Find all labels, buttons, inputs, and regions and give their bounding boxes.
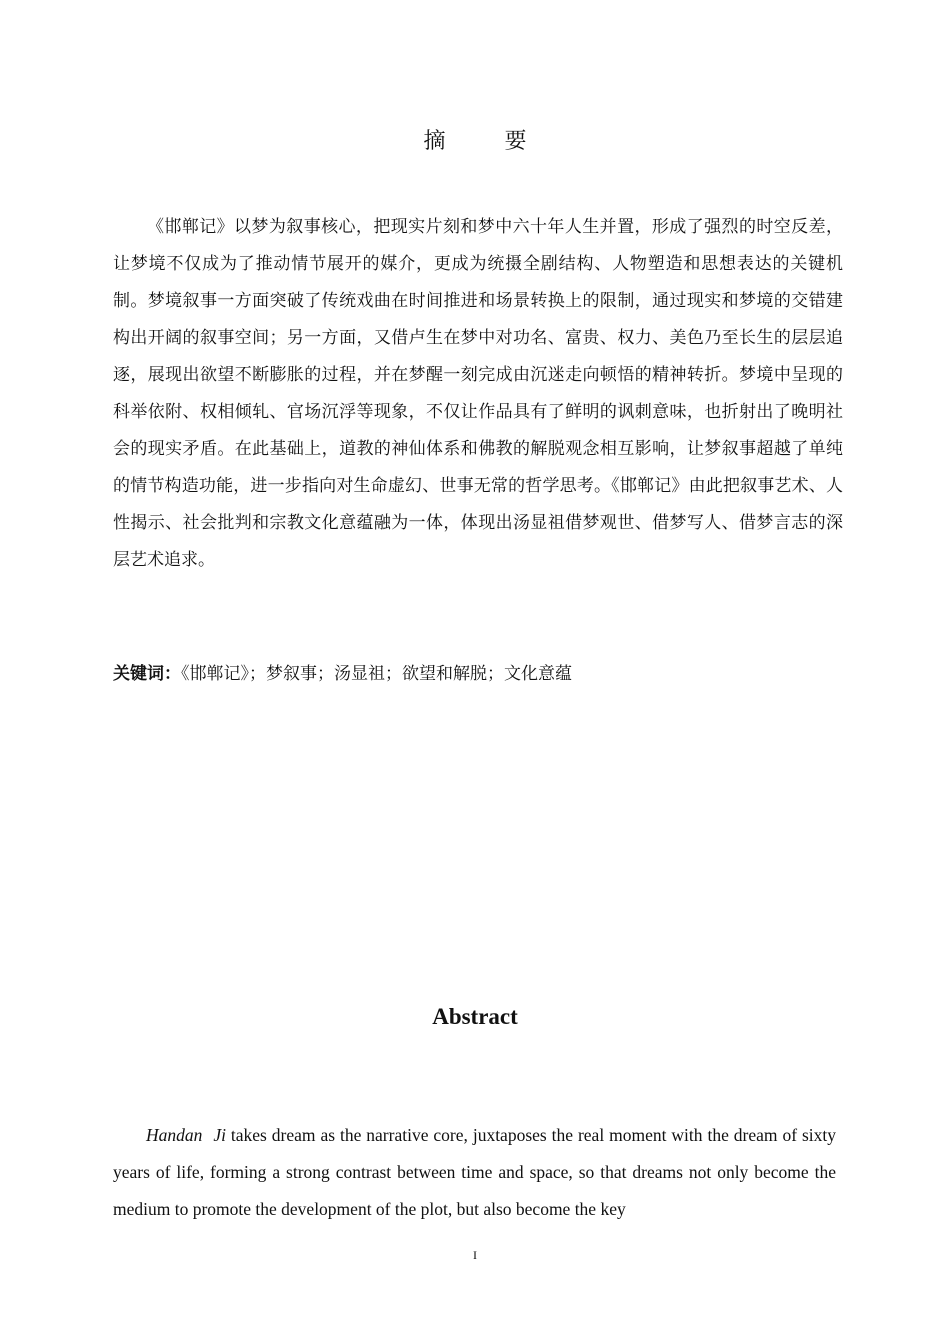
chinese-abstract-title: 摘 要	[423, 129, 553, 154]
page-number: I	[473, 1248, 477, 1262]
english-abstract-title: Abstract	[432, 1004, 518, 1029]
chinese-keywords	[113, 656, 843, 693]
chinese-abstract-body: 《邯郸记》以梦为叙事核心，把现实片刻和梦中六十年人生并置，形成了强烈的时空反差，让梦境不仅成为了推动情节展开的媒介，更成为统摄全剧结构、人物塑造和思想表达的关键机制。梦境叙事一方面突破了传统戏曲在时间推进和场景转换上的限制，通过现实和梦境的交错建构出开阔的叙事空间；另一方面，又借卢生在梦中对功名、富贵、权力、美色乃至长生的层层追逐，展现出欲望不断膨胀的过程，并在梦醒一刻完成由沉迷走向顿悟的精神转折。梦境中呈现的科举依附、权相倾轧、官场沉浮等现象，不仅让作品具有了鲜明的讽刺意味，也折射出了晚明社会的现实矛盾。在此基础上，道教的神仙体系和佛教的解脱观念相互影响，让梦叙事超越了单纯的情节构造功能，进一步指向对生命虚幻、世事无常的哲学思考。《邯郸记》由此把叙事艺术、人性揭示、社会批判和宗教文化意蕴融为一体，体现出汤显祖借梦观世、借梦写人、借梦言志的深层艺术追求。	[113, 217, 843, 570]
english-abstract-body	[113, 1117, 836, 1228]
english-abstract-text: takes dream as the narrative core, juxtaposes the real moment with the dream of sixty years of life, forming a strong contrast between time and space, so that dreams not only become the medium to promote the development of the plot, but also become the key	[113, 1125, 836, 1219]
keywords-list: 《邯郸记》；梦叙事；汤显祖；欲望和解脱；文化意蕴	[181, 664, 572, 684]
keywords-label: 关键词：	[113, 664, 181, 684]
english-book-title: Handan Ji	[146, 1125, 226, 1145]
